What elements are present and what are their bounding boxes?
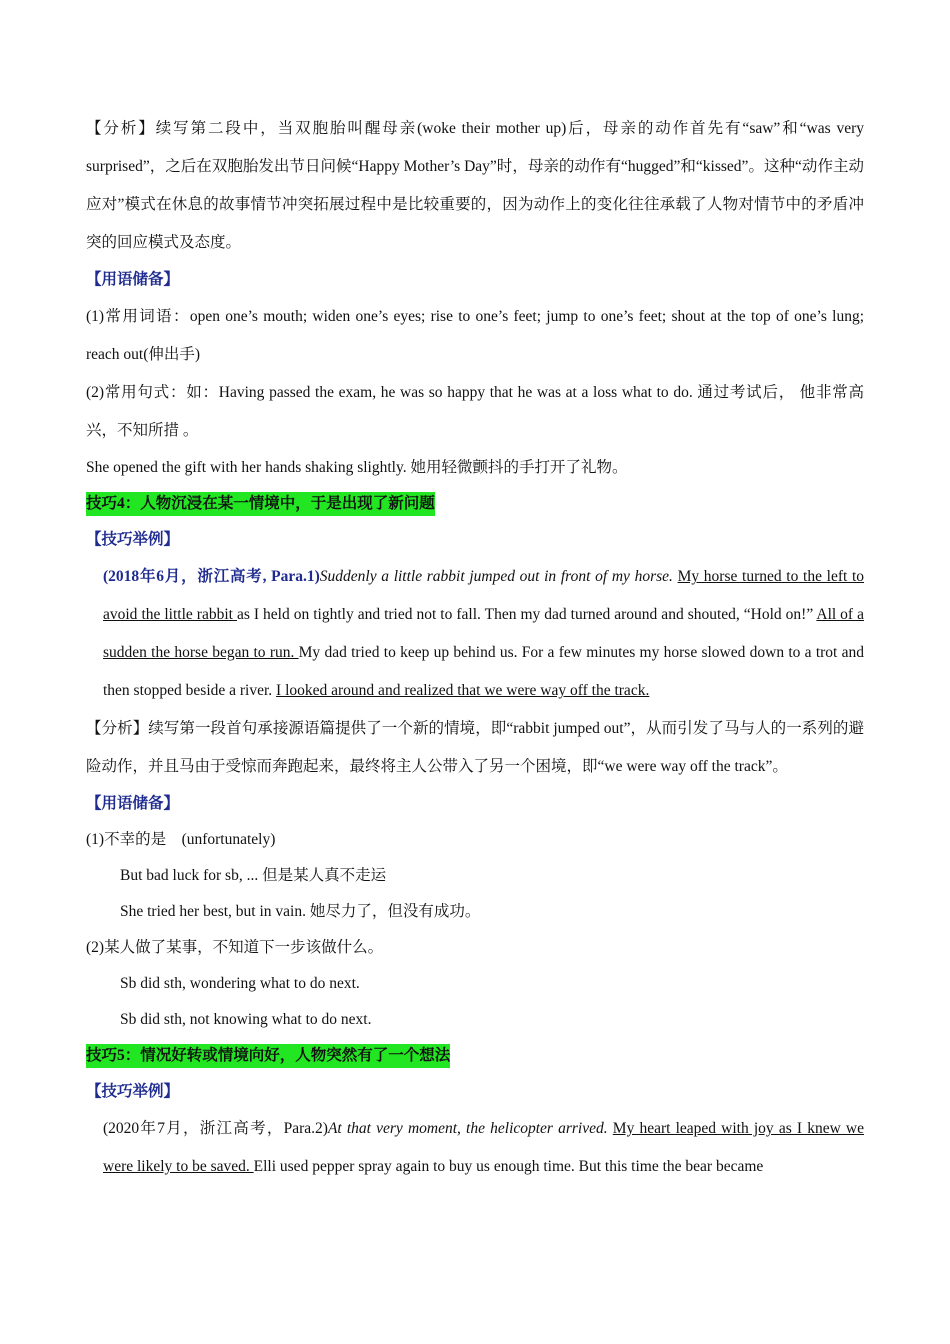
tip-5-underlined-1: My heart leaped with joy as I knew we were likely to be saved. [103,1120,864,1175]
analysis-label-2: 【分析】 [86,720,149,737]
analysis-label: 【分析】 [86,120,156,137]
tip-4-heading [86,486,864,522]
tip-5-italic-sentence: At that very moment, the helicopter arrived. [327,1120,608,1137]
tip-4-source: (2018年6月，浙江高考, Para.1) [103,568,320,585]
analysis-text-2: 续写第一段首句承接源语篇提供了一个新的情境，即“rabbit jumped out”，从而引发了马与人的一系列的避险动作，并且马由于受惊而奔跑起来，最终将主人公带入了另一个困境，即“we were way off the track”。 [86,720,864,775]
document-body [86,110,864,1186]
tip-5-title: 技巧5：情况好转或情境向好，人物突然有了一个想法 [86,1044,450,1068]
example-sentence-line: She opened the gift with her hands shaking slightly. 她用轻微颤抖的手打开了礼物。 [86,459,628,476]
tip-4-example-paragraph [86,558,864,710]
tip-4-example-heading: 【技巧举例】 [86,531,180,548]
tip-4-text-1: as I held on tightly and tried not to fall. Then my dad turned around and shouted, “Hold on!” [236,606,817,623]
common-sentences-line: (2)常用句式：如：Having passed the exam, he was so happy that he was at a loss what to do. 通过考试后， 他非常高兴，不知所措 。 [86,384,864,439]
tip-5-source: (2020年7月，浙江高考，Para.2) [103,1120,328,1137]
tip-4-underlined-3: I looked around and realized that we were way off the track. [276,682,650,699]
reserve-item-1: (1)不幸的是 (unfortunately) [86,831,276,848]
reserve-item-2-example-a: Sb did sth, wondering what to do next. [120,975,360,992]
reserve-item-2-example-b: Sb did sth, not knowing what to do next. [120,1011,372,1028]
tip-4-text-2: My dad tried to keep up behind us. For a few minutes my horse slowed down to a trot and then stopped beside a river. [103,644,864,699]
reserve-item-1-example-b: She tried her best, but in vain. 她尽力了，但没有成功。 [120,903,481,920]
tip-4-title: 技巧4：人物沉浸在某一情境中，于是出现了新问题 [86,492,435,516]
vocabulary-reserve-heading-2: 【用语储备】 [86,795,180,812]
tip-4-underlined-1: My horse turned to the left to avoid the little rabbit [103,568,865,623]
analysis-paragraph-1 [86,110,864,262]
tip-4-underlined-2: All of a sudden the horse began to run. [103,606,864,661]
tip-5-text-1: Elli used pepper spray again to buy us enough time. But this time the bear became [253,1158,764,1175]
reserve-item-2: (2)某人做了某事，不知道下一步该做什么。 [86,939,384,956]
analysis-text: 续写第二段中，当双胞胎叫醒母亲(woke their mother up)后，母亲的动作首先有“saw”和“was very surprised”，之后在双胞胎发出节日问候“Happy Mother’s Day”时，母亲的动作有“hugged”和“kissed”。这种“动作主动应对”模式在休息的故事情节冲突拓展过程中是比较重要的，因为动作上的变化往往承载了人物对情节中的矛盾冲突的回应模式及态度。 [86,120,864,251]
tip-4-italic-sentence: Suddenly a little rabbit jumped out in front of my horse. [319,568,673,585]
common-words-line: (1)常用词语：open one’s mouth; widen one’s eyes; rise to one’s feet; jump to one’s feet; shout at the top of one’s lung; reach out(伸出手) [86,308,864,363]
analysis-paragraph-2 [86,710,864,786]
reserve-item-1-example-a: But bad luck for sb, ... 但是某人真不走运 [120,867,387,884]
vocabulary-reserve-heading: 【用语储备】 [86,271,180,288]
tip-5-heading [86,1038,864,1074]
tip-5-example-paragraph [86,1110,864,1186]
tip-5-example-heading: 【技巧举例】 [86,1083,180,1100]
